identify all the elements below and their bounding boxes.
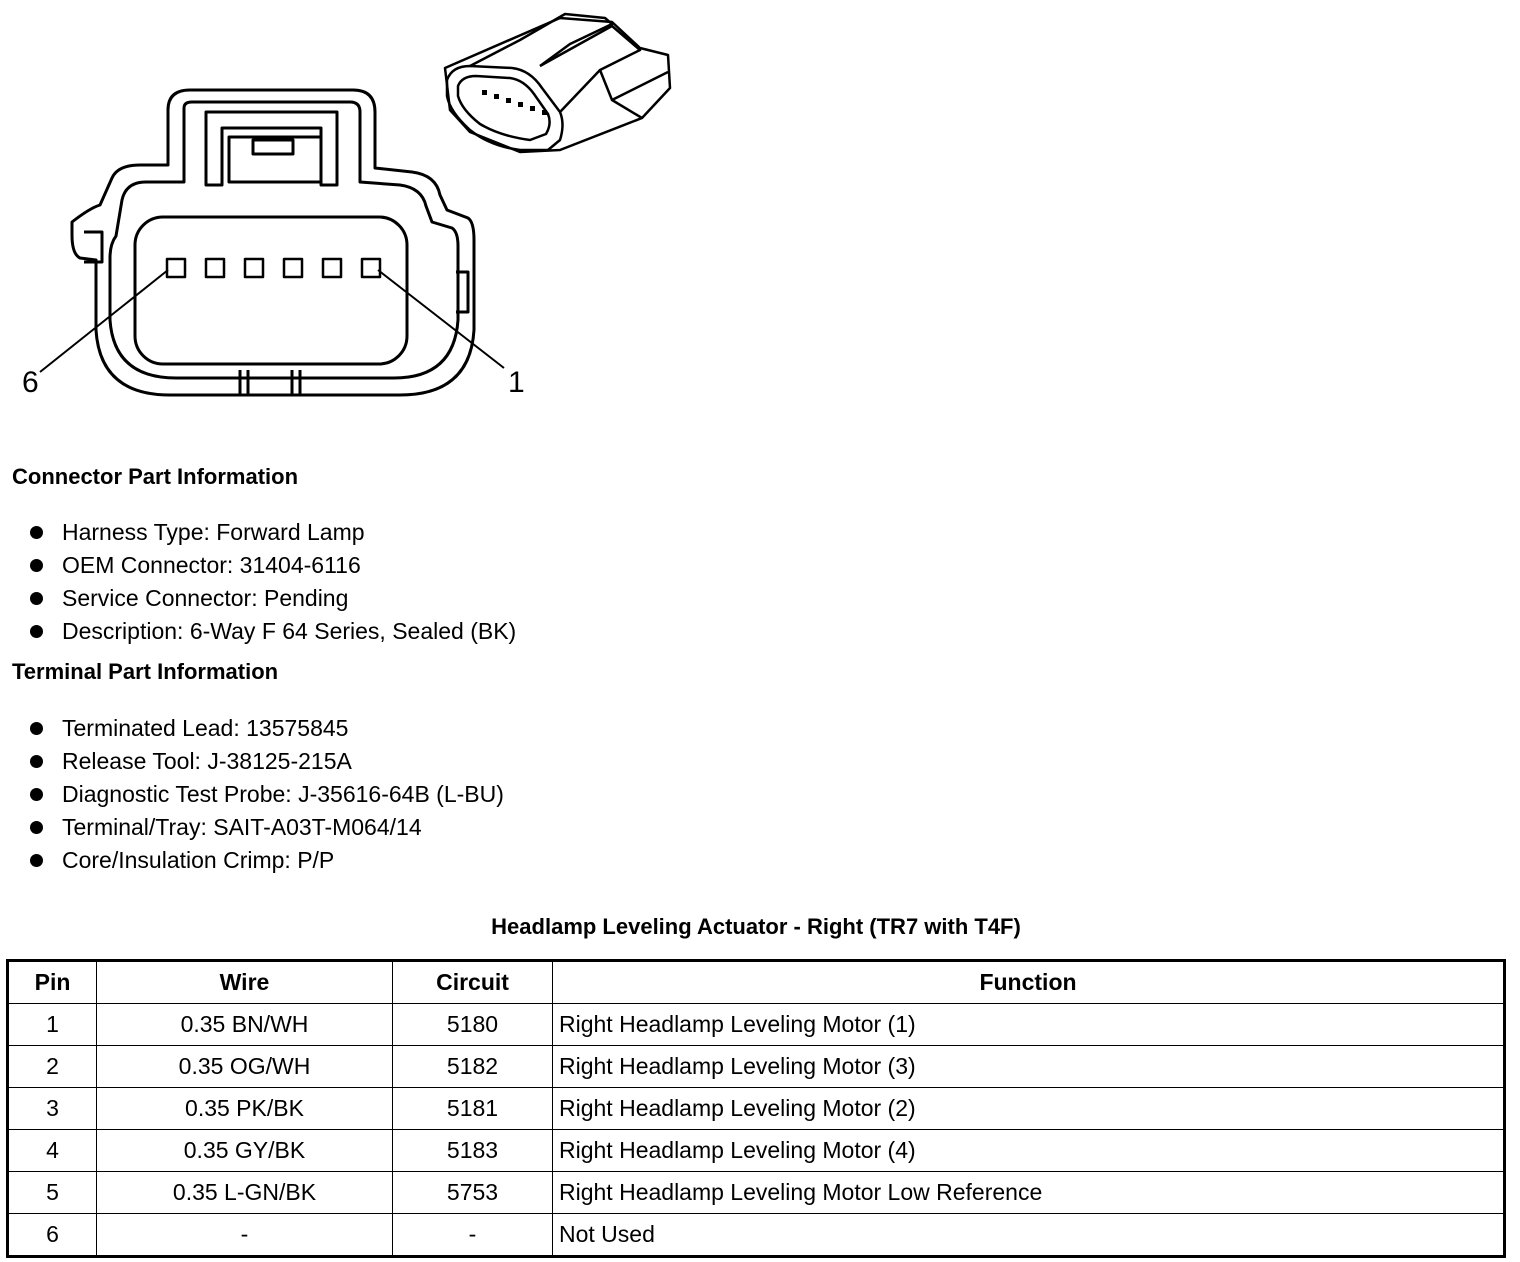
cell-circuit: 5180: [393, 1004, 553, 1046]
list-item: Terminated Lead: 13575845: [0, 712, 504, 745]
cell-wire: 0.35 BN/WH: [97, 1004, 393, 1046]
connector-3d-latch: [470, 14, 612, 66]
cell-pin: 6: [8, 1214, 97, 1257]
cell-function: Right Headlamp Leveling Motor (4): [553, 1130, 1505, 1172]
pin-cavity-1: [362, 259, 380, 277]
list-item: Diagnostic Test Probe: J-35616-64B (L-BU): [0, 778, 504, 811]
connector-info-list: [0, 516, 516, 648]
bullet-icon: [30, 755, 43, 768]
list-item: Terminal/Tray: SAIT-A03T-M064/14: [0, 811, 504, 844]
cell-circuit: 5181: [393, 1088, 553, 1130]
list-item: Release Tool: J-38125-215A: [0, 745, 504, 778]
connector-latch-slot: [253, 140, 293, 154]
list-item: Harness Type: Forward Lamp: [0, 516, 516, 549]
bullet-icon: [30, 821, 43, 834]
cell-circuit: -: [393, 1214, 553, 1257]
table-row: [8, 1130, 1505, 1172]
cell-wire: 0.35 L-GN/BK: [97, 1172, 393, 1214]
terminal-info-list: [0, 712, 504, 877]
cell-function: Right Headlamp Leveling Motor Low Reference: [553, 1172, 1505, 1214]
bullet-icon: [30, 788, 43, 801]
list-item: Description: 6-Way F 64 Series, Sealed (BK): [0, 615, 516, 648]
cell-function: Right Headlamp Leveling Motor (2): [553, 1088, 1505, 1130]
column-header-circuit: Circuit: [393, 961, 553, 1004]
list-item: Core/Insulation Crimp: P/P: [0, 844, 504, 877]
connector-3d-side: [600, 70, 668, 118]
cell-wire: -: [97, 1214, 393, 1257]
column-header-function: Function: [553, 961, 1505, 1004]
connector-diagram: [0, 0, 700, 420]
cell-wire: 0.35 GY/BK: [97, 1130, 393, 1172]
table-title: Headlamp Leveling Actuator - Right (TR7 with T4F): [491, 914, 1021, 939]
cell-function: Right Headlamp Leveling Motor (3): [553, 1046, 1505, 1088]
bullet-icon: [30, 625, 43, 638]
bullet-icon: [30, 854, 43, 867]
cell-circuit: 5753: [393, 1172, 553, 1214]
connector-latch-tab: [229, 137, 321, 182]
connector-latch: [206, 112, 337, 185]
cell-function: Right Headlamp Leveling Motor (1): [553, 1004, 1505, 1046]
cell-pin: 4: [8, 1130, 97, 1172]
pin-cavity-2: [323, 259, 341, 277]
list-item: Service Connector: Pending: [0, 582, 516, 615]
connector-3d-view: [445, 14, 670, 152]
connector-3d-top: [540, 26, 640, 112]
column-header-pin: Pin: [8, 961, 97, 1004]
list-item: OEM Connector: 31404-6116: [0, 549, 516, 582]
pin-label-6: 6: [22, 366, 39, 399]
connector-info-heading: Connector Part Information: [12, 464, 299, 489]
leader-line-pin-6: [40, 270, 168, 372]
pin-cavity-6: [167, 259, 185, 277]
cell-pin: 3: [8, 1088, 97, 1130]
pin-cavity-4: [245, 259, 263, 277]
connector-3d-pins: [482, 90, 547, 115]
pinout-table: [6, 959, 1506, 1258]
connector-3d-body: [445, 18, 670, 152]
leader-line-pin-1: [378, 270, 504, 368]
table-row: [8, 1214, 1505, 1257]
pin-label-1: 1: [508, 366, 525, 399]
pin-cavity-5: [206, 259, 224, 277]
pin-cavity-3: [284, 259, 302, 277]
table-row: [8, 1046, 1505, 1088]
connector-bottom-key: [240, 370, 300, 394]
cell-wire: 0.35 PK/BK: [97, 1088, 393, 1130]
cell-circuit: 5183: [393, 1130, 553, 1172]
cell-function: Not Used: [553, 1214, 1505, 1257]
bullet-icon: [30, 592, 43, 605]
table-row: [8, 1172, 1505, 1214]
table-row: [8, 1088, 1505, 1130]
table-row: [8, 1004, 1505, 1046]
cell-wire: 0.35 OG/WH: [97, 1046, 393, 1088]
cell-circuit: 5182: [393, 1046, 553, 1088]
pin-cavities: [167, 259, 380, 277]
column-header-wire: Wire: [97, 961, 393, 1004]
cell-pin: 1: [8, 1004, 97, 1046]
bullet-icon: [30, 559, 43, 572]
bullet-icon: [30, 722, 43, 735]
terminal-info-heading: Terminal Part Information: [12, 659, 279, 684]
bullet-icon: [30, 526, 43, 539]
cell-pin: 2: [8, 1046, 97, 1088]
cell-pin: 5: [8, 1172, 97, 1214]
connector-cavity: [135, 217, 407, 364]
table-header-row: [8, 961, 1505, 1004]
